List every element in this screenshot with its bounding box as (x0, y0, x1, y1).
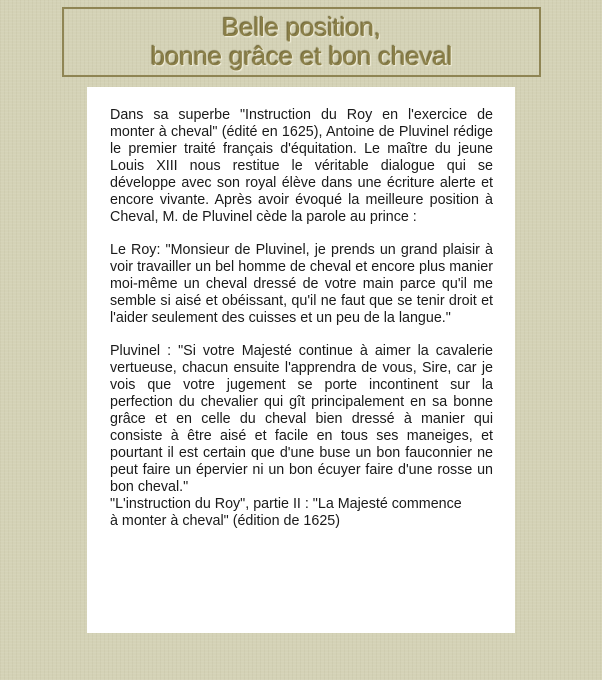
king-quote-paragraph: Le Roy: "Monsieur de Pluvinel, je prends un grand plaisir à voir travailler un bel homme de cheval et encore plus manier moi-même un cheval dressé de votre main parce qu'il me semble si aisé et obéissant, qu'il ne faut que se tenir droit et l'aider seulement des cuisses et un peu de la langue." (110, 242, 493, 326)
title-banner (62, 7, 541, 77)
pluvinel-quote-paragraph: Pluvinel : "Si votre Majesté continue à aimer la cavalerie vertueuse, chacun ensuite l'apprendra de vous, Sire, car je vois que votre jugement se porte incontinent sur la perfection du chevalier qui gît principalement en sa bonne grâce et en celle du cheval bien dressé à manier qui consiste à être aisé et facile en tous ses maneiges, et pourtant il est certain que d'une buse un bon fauconnier ne peut faire un épervier ni un bon écuyer faire d'une rosse un bon cheval." (110, 343, 493, 495)
content-panel (87, 87, 515, 633)
title-line-2: bonne grâce et bon cheval (150, 41, 453, 71)
intro-paragraph: Dans sa superbe "Instruction du Roy en l'exercice de monter à cheval" (édité en 1625), Antoine de Pluvinel rédige le premier traité français d'équitation. Le maître du jeune Louis XIII nous restitue le véritable dialogue qui se développe avec son royal élève dans une écriture alerte et encore vivante. Après avoir évoqué la meilleure position à Cheval, M. de Pluvinel cède la parole au prince : (110, 107, 493, 225)
citation-line-2: à monter à cheval" (édition de 1625) (110, 513, 340, 529)
pluvinel-quote-block (110, 343, 493, 530)
title-line-1: Belle position, (222, 12, 381, 42)
citation-line-1: "L'instruction du Roy", partie II : "La Majesté commence (110, 496, 462, 512)
